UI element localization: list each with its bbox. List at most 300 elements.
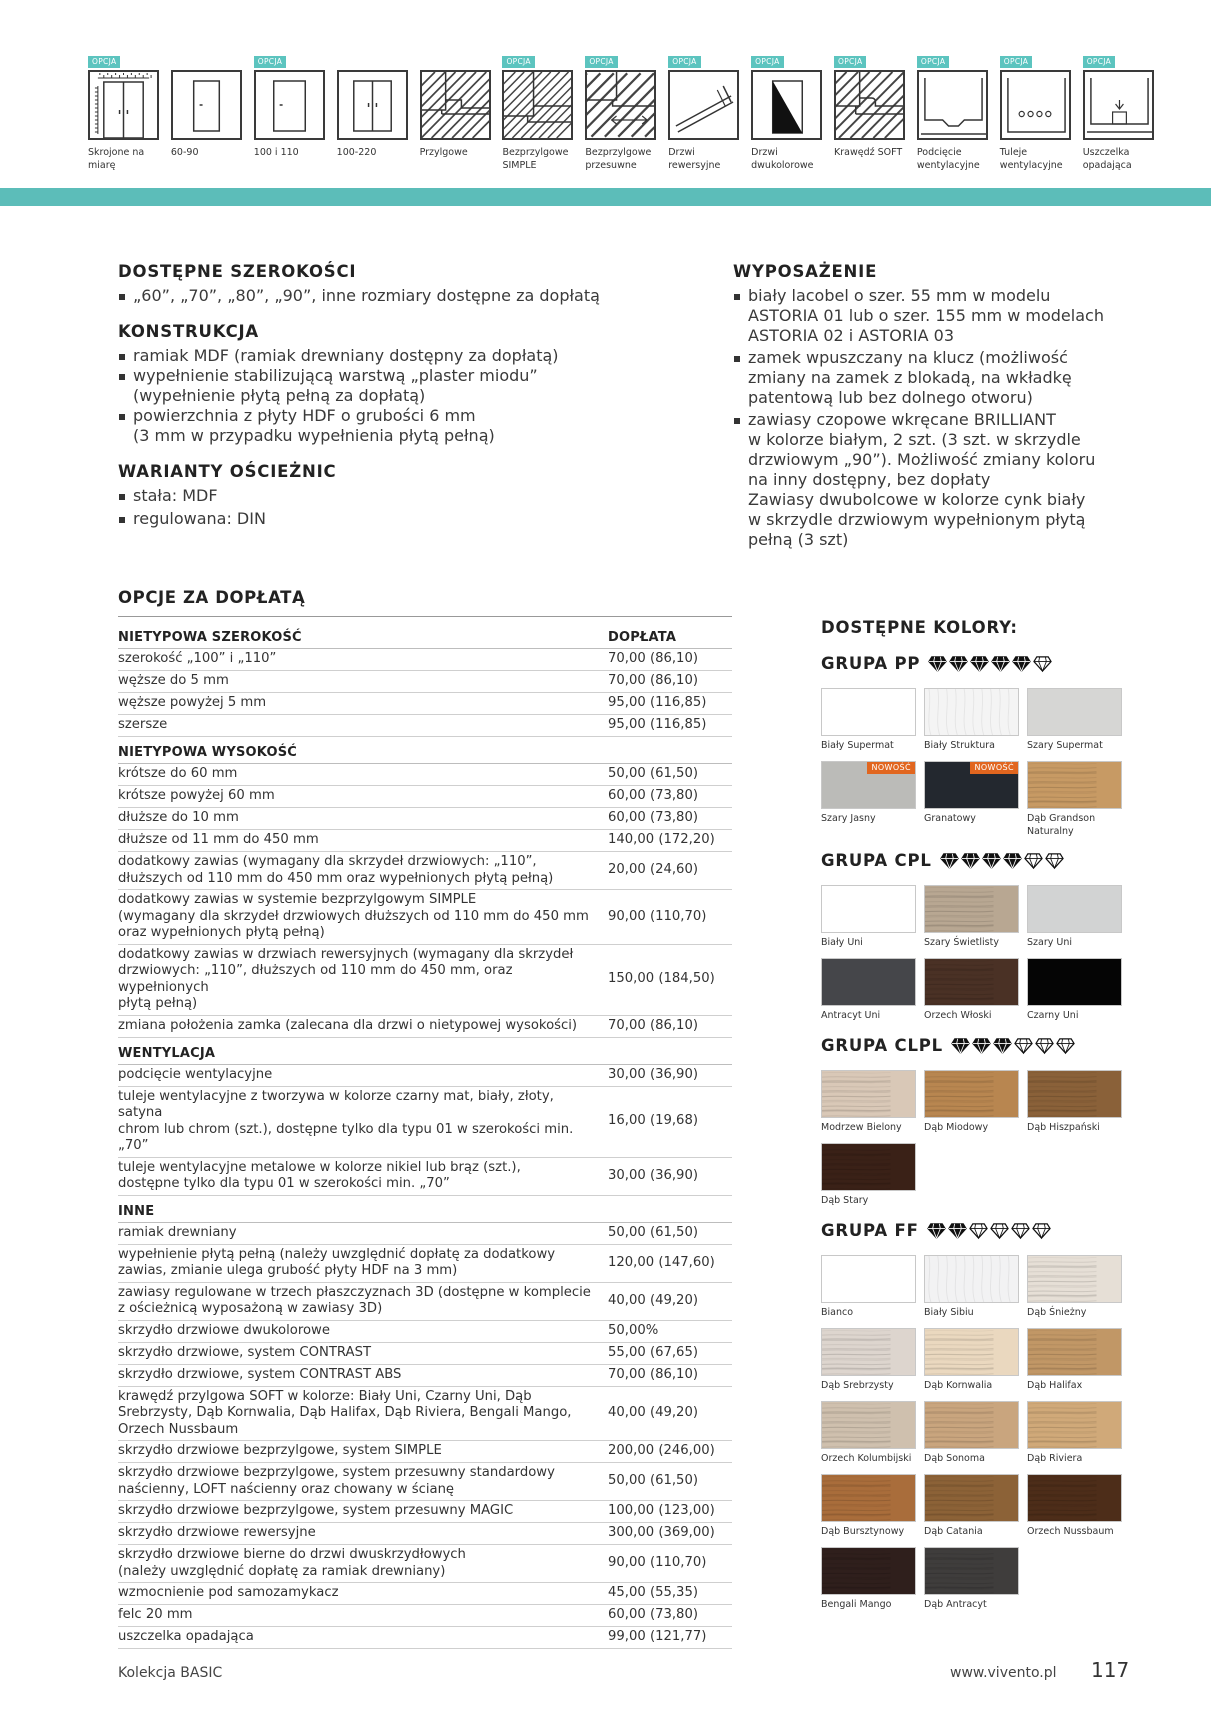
- frames-item: stała: MDF: [118, 486, 678, 506]
- color-swatch: [1027, 958, 1122, 1022]
- swatch-sample: [1027, 761, 1122, 809]
- diamond-filled-icon: [940, 851, 959, 870]
- option-price: 45,00 (55,35): [608, 1585, 698, 1601]
- option-price: 100,00 (123,00): [608, 1503, 715, 1519]
- option-tile: [1083, 56, 1166, 174]
- color-swatch: [924, 1328, 1019, 1392]
- option-price: 50,00%: [608, 1322, 659, 1338]
- swatch-name: Bianco: [821, 1307, 854, 1318]
- table-row: [118, 890, 732, 945]
- swatch-name: Biały Uni: [821, 937, 863, 948]
- swatch-sample: [821, 1143, 916, 1191]
- option-label: 100-220: [336, 147, 377, 158]
- option-tile: [502, 56, 585, 174]
- option-description: węższe powyżej 5 mm: [118, 695, 267, 711]
- option-description: dłuższe do 10 mm: [118, 810, 239, 826]
- quality-rating: [940, 851, 1064, 870]
- footer-website-link[interactable]: www.vivento.pl: [950, 1665, 1057, 1681]
- option-label: 100 i 110: [253, 147, 299, 158]
- swatch-sample: [924, 761, 1019, 809]
- table-row: [118, 764, 732, 786]
- color-swatch: [1027, 761, 1122, 838]
- option-description: dodatkowy zawias w drzwiach rewersyjnych (wymagany dla skrzydeł drzwiowych: „110”, dłuższych od 110 mm do 450 mm, oraz wypełnionych płytą pełną): [118, 946, 574, 1011]
- table-row: [118, 1441, 732, 1463]
- options-price-table: [118, 628, 732, 1649]
- option-price: 16,00 (19,68): [608, 1113, 698, 1129]
- option-price: 60,00 (73,80): [608, 810, 698, 826]
- option-price: 30,00 (36,90): [608, 1066, 698, 1082]
- table-row: [118, 1545, 732, 1583]
- option-description: skrzydło drzwiowe bezprzylgowe, system SIMPLE: [118, 1443, 442, 1459]
- table-row: [118, 1245, 732, 1283]
- table-row: [118, 1158, 732, 1196]
- option-price: 60,00 (73,80): [608, 1607, 698, 1623]
- flush-sliding-icon: [585, 70, 656, 140]
- swatch-sample: [821, 688, 916, 736]
- option-badge: OPCJA: [834, 56, 866, 68]
- swatch-sample: [1027, 885, 1122, 933]
- swatch-name: Dąb Śnieżny: [1027, 1307, 1087, 1318]
- option-description: podcięcie wentylacyjne: [118, 1066, 273, 1082]
- construction-item: powierzchnia z płyty HDF o grubości 6 mm (3 mm w przypadku wypełnienia płytą pełną): [118, 406, 678, 446]
- swatch-sample: [821, 1070, 916, 1118]
- diamond-outline-icon: [1045, 851, 1064, 870]
- option-tile: [337, 56, 420, 174]
- option-badge: OPCJA: [88, 56, 120, 68]
- color-swatch: [1027, 688, 1122, 752]
- diamond-filled-icon: [970, 654, 989, 673]
- option-tile: [834, 56, 917, 174]
- table-row: [118, 671, 732, 693]
- color-swatch: [1027, 1401, 1122, 1465]
- widths-list: [118, 286, 678, 306]
- option-label: Skrojone na miarę: [88, 147, 145, 171]
- quality-rating: [928, 654, 1052, 673]
- swatch-sample: [821, 958, 916, 1006]
- swatch-name: Dąb Riviera: [1027, 1453, 1083, 1464]
- table-row: [118, 1501, 732, 1523]
- new-badge: NOWOŚĆ: [970, 762, 1018, 774]
- color-swatch: [821, 1547, 916, 1611]
- color-swatch: [821, 885, 916, 949]
- color-swatch: [1027, 1474, 1122, 1538]
- table-row: [118, 1463, 732, 1501]
- option-price: 40,00 (49,20): [608, 1292, 698, 1308]
- diamond-filled-icon: [948, 1221, 967, 1240]
- table-row: [118, 1365, 732, 1387]
- color-swatch: [1027, 885, 1122, 949]
- teal-divider-bar: [0, 188, 1211, 206]
- diamond-filled-icon: [949, 654, 968, 673]
- color-swatch: [924, 688, 1019, 752]
- swatch-name: Szary Świetlisty: [924, 937, 999, 948]
- spec-right-column: [733, 262, 1153, 550]
- swatch-sample: [1027, 1070, 1122, 1118]
- option-price: 120,00 (147,60): [608, 1254, 715, 1270]
- diamond-outline-icon: [1035, 1036, 1054, 1055]
- option-badge: OPCJA: [502, 56, 534, 68]
- option-price: 70,00 (86,10): [608, 673, 698, 689]
- option-label: 60-90: [170, 147, 199, 158]
- single-door-icon: [171, 70, 242, 140]
- options-section-header: [118, 1044, 732, 1065]
- quality-rating: [951, 1036, 1075, 1055]
- swatch-sample: [924, 1401, 1019, 1449]
- color-group-name: GRUPA CLPL: [821, 1036, 943, 1055]
- option-badge: OPCJA: [1083, 56, 1115, 68]
- color-swatch: [924, 1401, 1019, 1465]
- option-tile: [254, 56, 337, 174]
- option-badge: OPCJA: [917, 56, 949, 68]
- swatch-name: Dąb Sonoma: [924, 1453, 985, 1464]
- swatch-sample: [924, 1474, 1019, 1522]
- section-title: NIETYPOWA WYSOKOŚĆ: [118, 745, 298, 760]
- color-swatch: [821, 1070, 916, 1134]
- color-swatch: [1027, 1328, 1122, 1392]
- diamond-filled-icon: [1003, 851, 1022, 870]
- swatch-name: Szary Supermat: [1027, 740, 1103, 751]
- option-description: szersze: [118, 717, 168, 733]
- option-price: 40,00 (49,20): [608, 1405, 698, 1420]
- swatch-sample: [1027, 1401, 1122, 1449]
- option-price: 50,00 (61,50): [608, 766, 698, 782]
- table-row: [118, 830, 732, 852]
- option-tile: [420, 56, 503, 174]
- swatch-name: Dąb Catania: [924, 1526, 983, 1537]
- swatch-sample: [924, 1070, 1019, 1118]
- option-description: skrzydło drzwiowe bezprzylgowe, system przesuwny MAGIC: [118, 1503, 514, 1519]
- swatch-name: Dąb Stary: [821, 1195, 869, 1206]
- option-price: 90,00 (110,70): [608, 908, 707, 924]
- frames-title: WARIANTY OŚCIEŻNIC: [118, 462, 337, 481]
- option-description: zmiana położenia zamka (zalecana dla drzwi o nietypowej wysokości): [118, 1017, 578, 1033]
- diamond-filled-icon: [1012, 654, 1031, 673]
- table-row: [118, 1087, 732, 1158]
- swatch-sample: [924, 1328, 1019, 1376]
- option-price: 55,00 (67,65): [608, 1344, 698, 1360]
- option-price: 70,00 (86,10): [608, 1017, 698, 1033]
- measure-door-icon: [88, 70, 159, 140]
- swatch-sample: [924, 885, 1019, 933]
- swatch-name: Szary Jasny: [821, 813, 876, 824]
- option-description: krawędź przylgowa SOFT w kolorze: Biały Uni, Czarny Uni, Dąb Srebrzysty, Dąb Kornwalia, Dąb Halifax, Dąb Riviera, Bengali Mango, Orzech Nussbaum: [118, 1388, 572, 1437]
- equipment-item: biały lacobel o szer. 55 mm w modelu ASTORIA 01 lub o szer. 155 mm w modelach ASTORIA 02 i ASTORIA 03: [733, 286, 1153, 346]
- color-swatch: [821, 688, 916, 752]
- option-price: 140,00 (172,20): [608, 832, 715, 848]
- color-swatch: [821, 761, 916, 825]
- color-swatch: [1027, 1255, 1122, 1319]
- option-tile: [88, 56, 171, 174]
- construction-item: wypełnienie stabilizującą warstwą „plaster miodu” (wypełnienie płytą pełną za dopłatą): [118, 366, 678, 406]
- table-row: [118, 693, 732, 715]
- widths-item: „60”, „70”, „80”, „90”, inne rozmiary dostępne za dopłatą: [118, 286, 678, 306]
- price-header: [608, 1046, 732, 1061]
- option-price: 200,00 (246,00): [608, 1443, 715, 1459]
- option-label: Uszczelka opadająca: [1082, 147, 1132, 171]
- option-description: skrzydło drzwiowe rewersyjne: [118, 1525, 316, 1541]
- option-description: dodatkowy zawias w systemie bezprzylgowym SIMPLE (wymagany dla skrzydeł drzwiowych dłuższych od 110 mm do 450 mm oraz wypełnionych płytą pełną): [118, 892, 589, 940]
- ventilation-sleeves-icon: [1000, 70, 1071, 140]
- rebated-door-icon: [420, 70, 491, 140]
- price-header: DOPŁATA: [608, 630, 677, 645]
- diamond-filled-icon: [951, 1036, 970, 1055]
- table-row: [118, 1065, 732, 1087]
- swatch-name: Orzech Kolumbijski: [821, 1453, 912, 1464]
- quality-rating: [927, 1221, 1051, 1240]
- swatch-name: Bengali Mango: [821, 1599, 892, 1610]
- wide-door-icon: [254, 70, 325, 140]
- table-row: [118, 1016, 732, 1038]
- option-description: skrzydło drzwiowe bierne do drzwi dwuskrzydłowych (należy uwzględnić dopłatę za ramiak drewniany): [118, 1547, 466, 1579]
- table-row: [118, 1583, 732, 1605]
- option-tile: [1000, 56, 1083, 174]
- table-row: [118, 1523, 732, 1545]
- option-tile: [585, 56, 668, 174]
- swatch-sample: [924, 1547, 1019, 1595]
- swatch-sample: [1027, 688, 1122, 736]
- swatch-name: Dąb Halifax: [1027, 1380, 1083, 1391]
- option-price: 20,00 (24,60): [608, 862, 698, 878]
- option-description: tuleje wentylacyjne metalowe w kolorze nikiel lub brąz (szt.), dostępne tylko dla typu 01 w szerokości min. „70”: [118, 1159, 521, 1191]
- swatch-sample: [821, 761, 916, 809]
- option-badge: OPCJA: [668, 56, 700, 68]
- table-row: [118, 786, 732, 808]
- option-label: Krawędź SOFT: [834, 147, 903, 158]
- new-badge: NOWOŚĆ: [867, 762, 915, 774]
- option-label: Drzwi dwukolorowe: [751, 147, 814, 171]
- swatch-name: Dąb Bursztynowy: [821, 1526, 905, 1537]
- option-badge: OPCJA: [585, 56, 617, 68]
- equipment-title: WYPOSAŻENIE: [733, 262, 878, 281]
- option-tile: [917, 56, 1000, 174]
- color-group-name: GRUPA PP: [821, 654, 921, 673]
- frames-list: [118, 486, 678, 529]
- section-title: WENTYLACJA: [118, 1045, 216, 1061]
- option-label: Podcięcie wentylacyjne: [916, 147, 980, 171]
- color-group-name: GRUPA FF: [821, 1221, 919, 1240]
- option-description: wypełnienie płytą pełną (należy uwzględnić dopłatę za dodatkowy zawias, zmianie ulega grubość płyty HDF na 3 mm): [118, 1246, 556, 1278]
- option-tile: [668, 56, 751, 174]
- diamond-filled-icon: [972, 1036, 991, 1055]
- options-section-header: [118, 743, 732, 764]
- color-swatch: [924, 761, 1019, 825]
- diamond-filled-icon: [993, 1036, 1012, 1055]
- color-group-header: [821, 851, 1064, 870]
- options-icon-strip: [88, 56, 1166, 174]
- swatch-sample: [821, 1401, 916, 1449]
- option-badge: OPCJA: [751, 56, 783, 68]
- swatch-name: Granatowy: [924, 813, 976, 824]
- swatch-name: Czarny Uni: [1027, 1010, 1079, 1021]
- two-color-door-icon: [751, 70, 822, 140]
- table-row: [118, 715, 732, 737]
- option-description: skrzydło drzwiowe, system CONTRAST ABS: [118, 1366, 402, 1382]
- spec-left-column: [118, 262, 678, 529]
- color-swatch: [821, 1143, 916, 1207]
- swatch-name: Orzech Nussbaum: [1027, 1526, 1114, 1537]
- color-swatch: [1027, 1070, 1122, 1134]
- construction-title: KONSTRUKCJA: [118, 322, 259, 341]
- flush-door-icon: [502, 70, 573, 140]
- option-price: 300,00 (369,00): [608, 1525, 715, 1541]
- swatch-sample: [821, 885, 916, 933]
- option-tile: [171, 56, 254, 174]
- option-description: uszczelka opadająca: [118, 1629, 254, 1645]
- option-badge: OPCJA: [254, 56, 286, 68]
- table-row: [118, 1343, 732, 1365]
- option-description: felc 20 mm: [118, 1607, 193, 1623]
- color-swatch: [924, 1070, 1019, 1134]
- color-swatch: [821, 958, 916, 1022]
- options-section-header: [118, 628, 732, 649]
- color-swatch: [821, 1255, 916, 1319]
- table-row: [118, 1283, 732, 1321]
- option-description: skrzydło drzwiowe dwukolorowe: [118, 1322, 330, 1338]
- construction-list: [118, 346, 678, 446]
- swatch-sample: [924, 688, 1019, 736]
- swatch-name: Biały Supermat: [821, 740, 894, 751]
- option-description: skrzydło drzwiowe bezprzylgowe, system przesuwny standardowy naścienny, LOFT naścienny oraz chowany w ścianę: [118, 1465, 555, 1497]
- option-price: 30,00 (36,90): [608, 1167, 698, 1183]
- diamond-outline-icon: [1056, 1036, 1075, 1055]
- table-row: [118, 649, 732, 671]
- option-description: wzmocnienie pod samozamykacz: [118, 1585, 339, 1601]
- option-price: 150,00 (184,50): [608, 971, 715, 987]
- option-description: szerokość „100” i „110”: [118, 651, 277, 667]
- swatch-sample: [924, 1255, 1019, 1303]
- option-description: skrzydło drzwiowe, system CONTRAST: [118, 1344, 372, 1360]
- option-tile: [751, 56, 834, 174]
- option-description: ramiak drewniany: [118, 1224, 237, 1240]
- options-title: OPCJE ZA DOPŁATĄ: [118, 588, 306, 607]
- swatch-sample: [821, 1474, 916, 1522]
- color-group-header: [821, 1221, 1051, 1240]
- page-number: 117: [1091, 1658, 1130, 1682]
- swatch-name: Dąb Grandson Naturalny: [1027, 813, 1096, 837]
- option-price: 50,00 (61,50): [608, 1224, 698, 1240]
- option-price: 99,00 (121,77): [608, 1629, 707, 1645]
- color-swatch: [924, 1474, 1019, 1538]
- color-swatch: [924, 885, 1019, 949]
- frames-item: regulowana: DIN: [118, 509, 678, 529]
- swatch-name: Biały Sibiu: [924, 1307, 974, 1318]
- diamond-filled-icon: [928, 654, 947, 673]
- color-swatch: [821, 1401, 916, 1465]
- swatch-sample: [1027, 958, 1122, 1006]
- reverse-door-icon: [668, 70, 739, 140]
- colors-title: DOSTĘPNE KOLORY:: [821, 618, 1018, 637]
- swatch-name: Dąb Antracyt: [924, 1599, 987, 1610]
- option-description: zawiasy regulowane w trzech płaszczyznach 3D (dostępne w komplecie z ościeżnicą wyposażoną w zawiasy 3D): [118, 1284, 591, 1316]
- option-price: 60,00 (73,80): [608, 788, 698, 804]
- color-swatch: [821, 1474, 916, 1538]
- swatch-name: Orzech Włoski: [924, 1010, 992, 1021]
- option-price: 95,00 (116,85): [608, 695, 707, 711]
- options-section-header: [118, 1202, 732, 1223]
- price-header: [608, 745, 732, 760]
- table-row: [118, 945, 732, 1016]
- diamond-filled-icon: [991, 654, 1010, 673]
- diamond-filled-icon: [982, 851, 1001, 870]
- swatch-sample: [1027, 1328, 1122, 1376]
- diamond-outline-icon: [1011, 1221, 1030, 1240]
- option-badge: OPCJA: [1000, 56, 1032, 68]
- color-group-header: [821, 1036, 1075, 1055]
- options-title-divider: [118, 616, 732, 617]
- color-group-name: GRUPA CPL: [821, 851, 932, 870]
- swatch-sample: [821, 1255, 916, 1303]
- construction-item: ramiak MDF (ramiak drewniany dostępny za dopłatą): [118, 346, 678, 366]
- equipment-item: zamek wpuszczany na klucz (możliwość zmiany na zamek z blokadą, na wkładkę patentową lub bez dolnego otworu): [733, 348, 1153, 408]
- color-swatch: [924, 958, 1019, 1022]
- option-price: 70,00 (86,10): [608, 651, 698, 667]
- option-price: 50,00 (61,50): [608, 1473, 698, 1489]
- option-description: krótsze do 60 mm: [118, 766, 238, 782]
- color-swatch: [924, 1255, 1019, 1319]
- soft-edge-icon: [834, 70, 905, 140]
- swatch-name: Dąb Srebrzysty: [821, 1380, 894, 1391]
- table-row: [118, 1387, 732, 1442]
- option-label: Bezprzylgowe przesuwne: [585, 147, 652, 171]
- swatch-name: Biały Struktura: [924, 740, 995, 751]
- swatch-sample: [821, 1547, 916, 1595]
- swatch-name: Antracyt Uni: [821, 1010, 881, 1021]
- table-row: [118, 852, 732, 890]
- swatch-name: Dąb Miodowy: [924, 1122, 989, 1133]
- option-price: 90,00 (110,70): [608, 1555, 707, 1571]
- diamond-outline-icon: [1024, 851, 1043, 870]
- drop-seal-icon: [1083, 70, 1154, 140]
- diamond-outline-icon: [969, 1221, 988, 1240]
- diamond-filled-icon: [927, 1221, 946, 1240]
- swatch-sample: [1027, 1255, 1122, 1303]
- widths-title: DOSTĘPNE SZEROKOŚCI: [118, 262, 357, 281]
- table-row: [118, 1223, 732, 1245]
- ventilation-undercut-icon: [917, 70, 988, 140]
- diamond-outline-icon: [1014, 1036, 1033, 1055]
- equipment-item: zawiasy czopowe wkręcane BRILLIANT w kolorze białym, 2 szt. (3 szt. w skrzydle drzwiowym „90”). Możliwość zmiany koloru na inny dostępny, bez dopłaty Zawiasy dwubolcowe w kolorze cynk biały w skrzydle drzwiowym wypełnionym płytą pełną (3 szt): [733, 410, 1153, 550]
- option-label: Drzwi rewersyjne: [668, 147, 721, 171]
- section-title: NIETYPOWA SZEROKOŚĆ: [118, 630, 302, 645]
- table-row: [118, 1321, 732, 1343]
- option-label: Przylgowe: [419, 147, 468, 158]
- color-swatch: [821, 1328, 916, 1392]
- option-description: dłuższe od 11 mm do 450 mm: [118, 832, 319, 848]
- swatch-sample: [821, 1328, 916, 1376]
- diamond-filled-icon: [961, 851, 980, 870]
- equipment-list: [733, 286, 1153, 550]
- diamond-outline-icon: [990, 1221, 1009, 1240]
- option-label: Tuleje wentylacyjne: [999, 147, 1063, 171]
- double-door-icon: [337, 70, 408, 140]
- swatch-name: Dąb Kornwalia: [924, 1380, 993, 1391]
- option-description: krótsze powyżej 60 mm: [118, 788, 275, 804]
- diamond-outline-icon: [1032, 1221, 1051, 1240]
- option-description: tuleje wentylacyjne z tworzywa w kolorze czarny mat, biały, złoty, satyna chrom lub chrom (szt.), dostępne tylko dla typu 01 w szerokości min. „70”: [118, 1088, 574, 1153]
- swatch-name: Modrzew Bielony: [821, 1122, 902, 1133]
- option-price: 95,00 (116,85): [608, 717, 707, 733]
- swatch-name: Szary Uni: [1027, 937, 1072, 948]
- swatch-sample: [1027, 1474, 1122, 1522]
- table-row: [118, 1627, 732, 1649]
- swatch-sample: [924, 958, 1019, 1006]
- color-swatch: [924, 1547, 1019, 1611]
- table-row: [118, 808, 732, 830]
- footer-collection: Kolekcja BASIC: [118, 1665, 223, 1681]
- option-description: dodatkowy zawias (wymagany dla skrzydeł drzwiowych: „110”, dłuższych od 110 mm do 450 mm oraz wypełnionych płytą pełną): [118, 854, 554, 886]
- diamond-outline-icon: [1033, 654, 1052, 673]
- color-group-header: [821, 654, 1052, 673]
